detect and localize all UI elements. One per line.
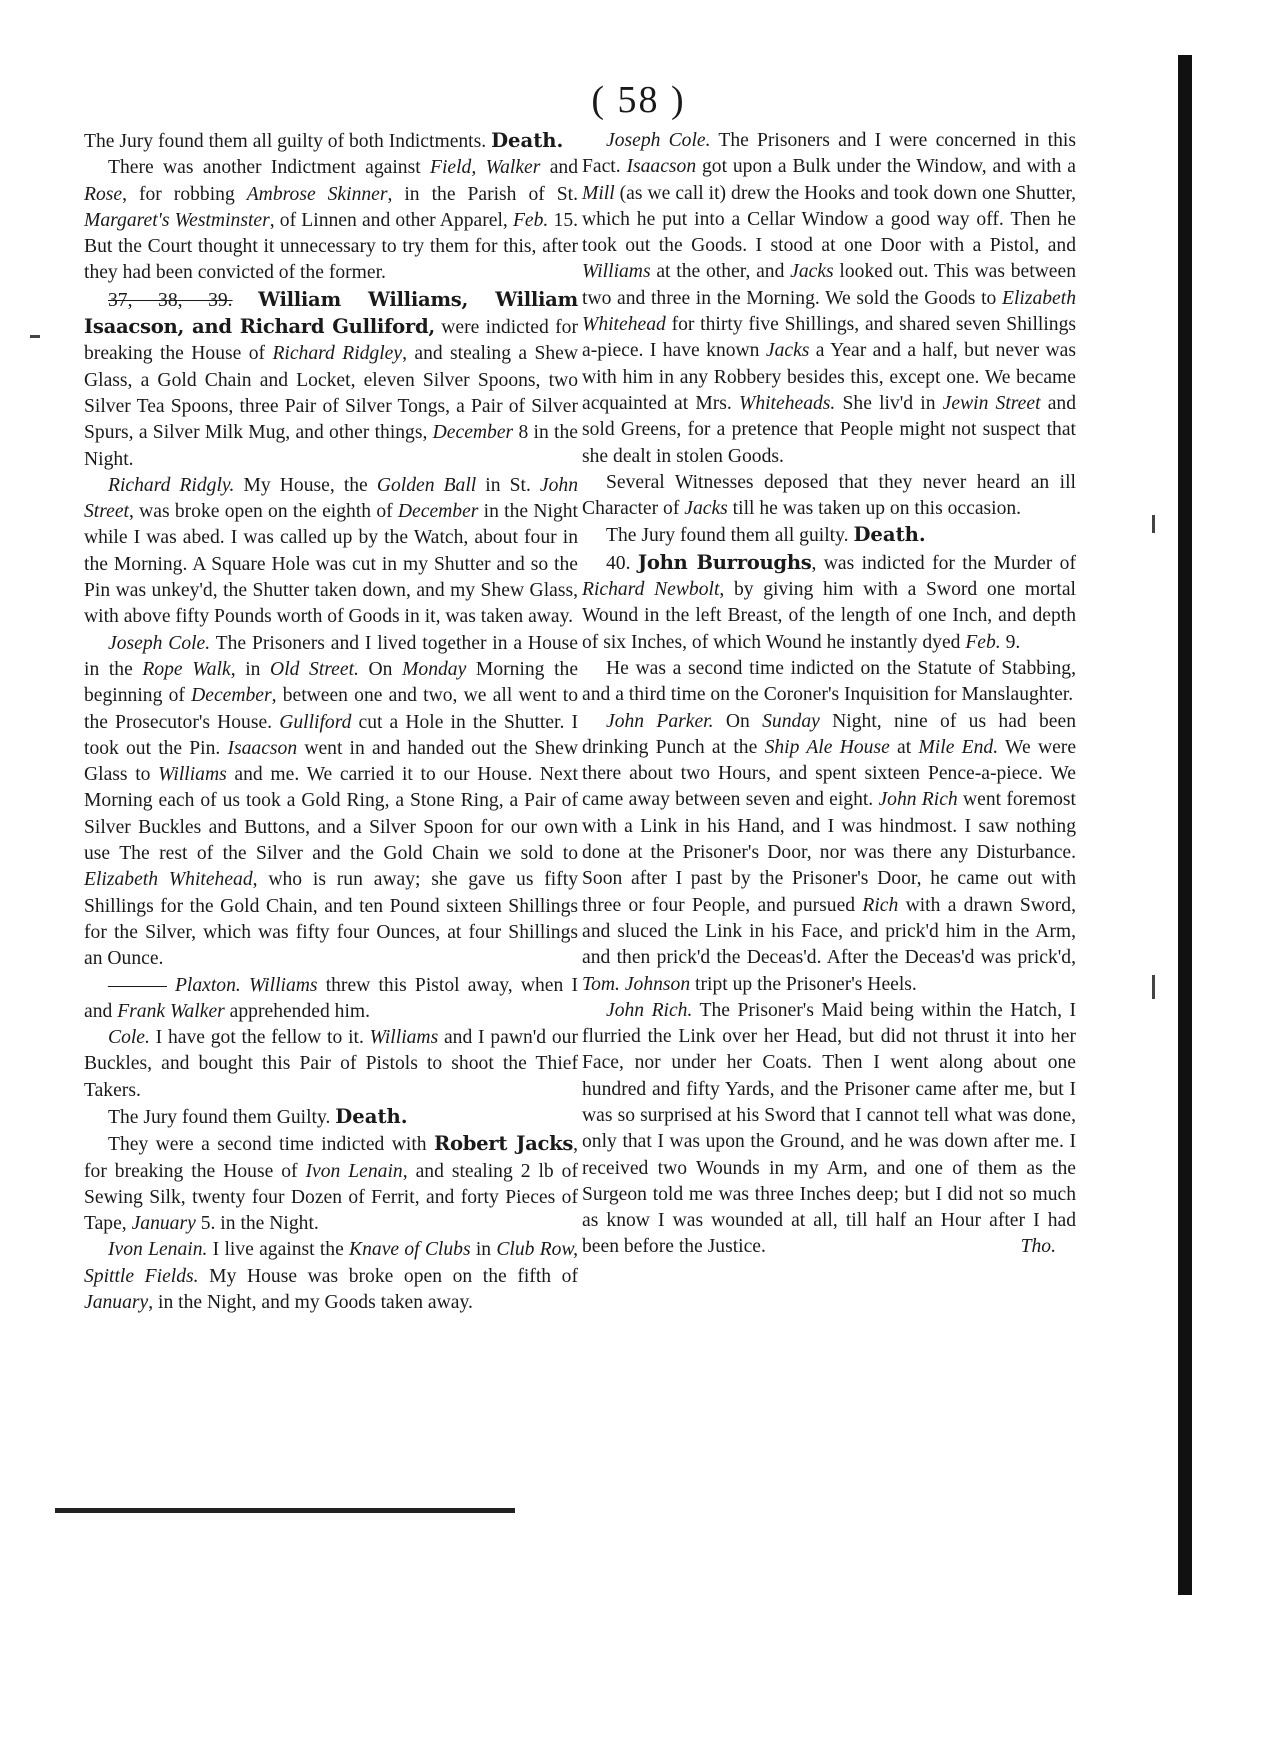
text: , for robbing — [122, 183, 247, 205]
place: Mile End. — [918, 736, 999, 758]
name: John Rich — [878, 789, 958, 811]
catchword: Tho. — [1020, 1236, 1056, 1258]
paragraph-lenain-testimony — [84, 1237, 578, 1316]
name: Rich — [862, 894, 899, 916]
text: , in — [230, 658, 271, 680]
text: There was another Indictment against — [108, 157, 430, 179]
place: Margaret's Westminster — [84, 209, 270, 231]
name: Ambrose Skinner — [246, 183, 388, 205]
text: He was a second time indicted on the Statute of Stabbing, and a third time on the Coroner's Inquisition for Manslaughter. — [582, 657, 1076, 706]
paragraph-indictment-40 — [582, 550, 1076, 656]
name: Tom. Johnson — [582, 973, 691, 995]
speaker: Joseph Cole. — [606, 130, 711, 151]
right-column — [582, 128, 1076, 1261]
place: Ship Ale House — [764, 736, 890, 758]
text: , was broke open on the eighth of — [128, 501, 398, 523]
speaker: Ivon Lenain. — [108, 1239, 208, 1261]
paragraph-indictment-37-39 — [84, 287, 578, 473]
place: Old Street. — [270, 658, 359, 680]
text: 9. — [1000, 631, 1021, 653]
scan-speck — [1152, 515, 1155, 533]
name: Williams — [248, 974, 318, 996]
text: The Prisoner's Maid being within the Hatch, I flurried the Link over her Head, but did not thrust it into her Face, nor under her Coats. Then I went along about one hundred and fifty Yards, and the Prisoner came after me, but I was so surprised at his Sword that I cannot tell what was done, only that I was upon the Ground, and he was down after me. I received two Wounds in my Arm, and one of them as the Surgeon told me was three Inches deep; but I did not so much as know I was wounded at all, till half an Hour after I had been before the Justice. — [582, 999, 1076, 1258]
speaker: Richard Ridgly. — [108, 474, 235, 496]
date: December — [432, 422, 514, 444]
paragraph-verdict-all-guilty — [582, 522, 1076, 549]
text: cut a Hole in the Shutter. I took out the Pin. — [84, 711, 578, 759]
paragraph-second-third-indictment — [582, 656, 1076, 709]
page-number: ( 58 ) — [591, 79, 686, 121]
name: Ivon Lenain — [305, 1160, 403, 1182]
text: 5. in the Night. — [195, 1213, 319, 1235]
day: Sunday — [762, 710, 820, 732]
verdict-death: Death. — [491, 129, 564, 152]
paragraph-parker-testimony — [582, 709, 1076, 998]
text: for thirty five Shillings, and shared seven Shillings a-piece. I have known — [582, 314, 1076, 362]
paragraph-rich-testimony — [582, 998, 1076, 1261]
paragraph-ridgly-testimony — [84, 473, 578, 631]
scan-speck — [30, 335, 40, 338]
text: , who is run away; she gave us fifty Shillings for the Gold Chain, and ten Pound sixteen Shillings for the Silver, which was fifty four Ounces, at four Shillings an Ounce. — [84, 869, 578, 970]
paragraph-verdict-guilty — [84, 1104, 578, 1131]
paragraph-witnesses — [582, 470, 1076, 523]
text: They were a second time indicted with — [108, 1134, 434, 1156]
text: looked out. This was between two and three in the Morning. We sold the Goods to — [582, 261, 1076, 309]
defendant-name: John Burroughs — [637, 550, 812, 574]
text: and sold Greens, for a pretence that People might not suspect that she dealt in stolen Goods. — [582, 392, 1076, 467]
text: 15. But the Court thought it unnecessary to try them for this, after they had been convicted of the former. — [84, 209, 579, 284]
text: tript up the Prisoner's Heels. — [690, 973, 917, 995]
text: in St. — [476, 474, 540, 496]
left-column — [84, 128, 578, 1316]
name: Jacks — [765, 340, 810, 362]
text: , in the Parish of St. — [387, 183, 578, 205]
text: , was indicted for the Murder of — [811, 552, 1077, 574]
text: , and stealing a Shew Glass, a Gold Chain and Locket, eleven Silver Spoons, two Silver Tea Spoons, three Pair of Silver Tongs, a Pair of Silver Spurs, a Silver Milk Mug, and other things, — [84, 343, 579, 444]
paragraph-cole-second-testimony — [582, 128, 1076, 470]
name: Elizabeth Whitehead — [84, 869, 253, 891]
text: 8 in the Night. — [84, 422, 578, 470]
speaker: Joseph Cole. — [108, 632, 211, 654]
defendant-names: William Williams, William Isaacson, and Richard Gulliford, — [84, 287, 578, 339]
text: Morning the beginning of — [84, 658, 579, 707]
name: Gulliford — [279, 711, 352, 733]
date: January — [131, 1213, 196, 1235]
text: at the other, and — [650, 261, 791, 283]
place: Rope Walk — [142, 658, 231, 680]
name: Elizabeth Whitehead — [582, 287, 1076, 336]
name: Frank Walker — [117, 1000, 225, 1022]
text: The Prisoners and I lived together in a House in the — [84, 632, 578, 680]
text: I have got the fellow to it. — [149, 1027, 370, 1049]
name: Richard Ridgley — [272, 343, 403, 365]
term: Mill — [582, 182, 615, 204]
text: On — [358, 658, 403, 680]
verdict-text: The Jury found them all guilty. — [606, 525, 849, 547]
place: Golden Ball — [376, 474, 477, 496]
text: till he was taken up on this occasion. — [727, 498, 1022, 520]
date: January — [84, 1292, 149, 1314]
case-numbers: 37, 38, 39. — [108, 289, 233, 311]
paragraph-second-indictment — [84, 1131, 578, 1237]
paragraph-verdict — [84, 128, 578, 155]
text: got upon a Bulk under the Window, and with a — [696, 156, 1076, 178]
date: December — [191, 685, 272, 707]
text: We were there about two Hours, and spent sixteen Pence-a-piece. We came away between seven and eight. — [582, 736, 1077, 811]
day: Monday — [402, 658, 467, 680]
verdict-text: The Jury found them all guilty of both Indictments. — [84, 131, 487, 152]
text: threw this Pistol away, when I and — [84, 974, 578, 1022]
text: (as we call it) drew the Hooks and took down one Shutter, which he put into a Cellar Window a good way off. Then he took out the Goods. I stood at one Door with a Pistol, and — [582, 182, 1076, 257]
paragraph-cole-pistols — [84, 1025, 578, 1104]
text: went foremost with a Link in his Hand, and I was hindmost. I saw nothing done at the Prisoner's Door, nor was there any Disturbance. Soon after I past by the Prisoner's Door, he came out with three or four People, and pursued — [582, 789, 1076, 916]
text: I live against the — [207, 1239, 350, 1261]
verdict-death: Death. — [853, 523, 926, 547]
text: , between one and two, we all went to the Prosecutor's House. — [84, 685, 579, 733]
date: Feb. — [512, 209, 549, 231]
speaker: Plaxton. — [166, 974, 241, 996]
place: Knave of Clubs — [349, 1239, 471, 1261]
paragraph-another-indictment — [84, 155, 578, 286]
name: Field, Walker — [429, 157, 541, 179]
name: Williams — [158, 764, 227, 786]
text: a Year and a half, but never was with him in any Robbery besides this, except one. We became acquainted at Mrs. — [582, 340, 1076, 414]
dash: ——— — [108, 974, 167, 996]
place: Jewin Street — [942, 392, 1041, 414]
text — [241, 975, 249, 996]
speaker: John Rich. — [606, 999, 693, 1021]
text: with a drawn Sword, and sluced the Link in his Face, and prick'd him in the Arm, and then prick'd the Deceas'd. After the Deceas'd was prick'd, — [582, 894, 1076, 969]
name: Whiteheads. — [739, 392, 836, 414]
text: , by giving him with a Sword one mortal Wound in the left Breast, of the length of one Inch, and depth of six Inches, of which Wound he instantly dyed — [582, 579, 1076, 653]
text: and me. We carried it to our House. Next Morning each of us took a Gold Ring, a Stone Ring, a Pair of Silver Buckles and Buttons, and a Silver Spoon for our own use The rest of the Silver and the Gold Chain we sold to — [84, 764, 578, 865]
text: Night, nine of us had been drinking Punch at the — [582, 710, 1076, 758]
name: Isaacson — [227, 737, 298, 759]
scan-edge-bar — [1178, 55, 1192, 1595]
text: , in the Night, and my Goods taken away. — [148, 1292, 473, 1314]
text: My House, the — [234, 474, 377, 496]
verdict-text: The Jury found them Guilty. — [108, 1106, 331, 1128]
speaker: Cole. — [108, 1027, 150, 1049]
defendant-name: Robert Jacks — [433, 1132, 574, 1156]
place: John Street — [84, 474, 579, 523]
text: She liv'd in — [835, 392, 943, 414]
text: , for breaking the House of — [84, 1134, 579, 1182]
name: Isaacson — [626, 156, 697, 178]
scan-speck — [1152, 975, 1155, 999]
speaker: John Parker. — [606, 710, 714, 732]
name: Jacks — [790, 261, 834, 283]
text: The Prisoners and I were concerned in this Fact. — [582, 130, 1076, 178]
name: Williams — [582, 261, 651, 283]
case-number: 40. — [606, 552, 638, 574]
text: and I pawn'd our Buckles, and bought this Pair of Pistols to shoot the Thief Takers. — [84, 1027, 578, 1101]
text: , of Linnen and other Apparel, — [269, 209, 513, 231]
name: Jacks — [684, 498, 728, 520]
paragraph-plaxton-testimony — [84, 973, 578, 1026]
date: December — [397, 501, 479, 523]
text: and — [540, 157, 578, 179]
date: Feb. — [965, 631, 1001, 653]
text: at — [889, 736, 919, 758]
place: Club Row, Spittle Fields. — [84, 1239, 578, 1287]
bottom-rule — [55, 1508, 515, 1513]
text: apprehended him. — [224, 1000, 371, 1022]
paragraph-cole-testimony — [84, 631, 578, 973]
text: in the Night while I was abed. I was called up by the Watch, about four in the Morning. A Square Hole was cut in my Shutter and so the Pin was unkey'd, the Shutter taken down, and my Shew Glass, with above fifty Pounds worth of Goods in it, was taken away. — [84, 501, 578, 628]
text: My House was broke open on the fifth of — [198, 1265, 578, 1287]
text: were indicted for breaking the House of — [84, 317, 578, 365]
name: Richard Newbolt — [582, 579, 720, 601]
name: Williams — [369, 1027, 439, 1049]
text: , and stealing 2 lb of Sewing Silk, twenty four Dozen of Ferrit, and forty Pieces of Tape, — [84, 1160, 578, 1235]
text: in — [470, 1239, 497, 1261]
name: Rose — [84, 183, 123, 205]
text: went in and handed out the Shew Glass to — [84, 737, 578, 786]
text: Several Witnesses deposed that they never heard an ill Character of — [582, 471, 1076, 520]
verdict-death: Death. — [335, 1104, 408, 1128]
text: On — [713, 710, 763, 732]
